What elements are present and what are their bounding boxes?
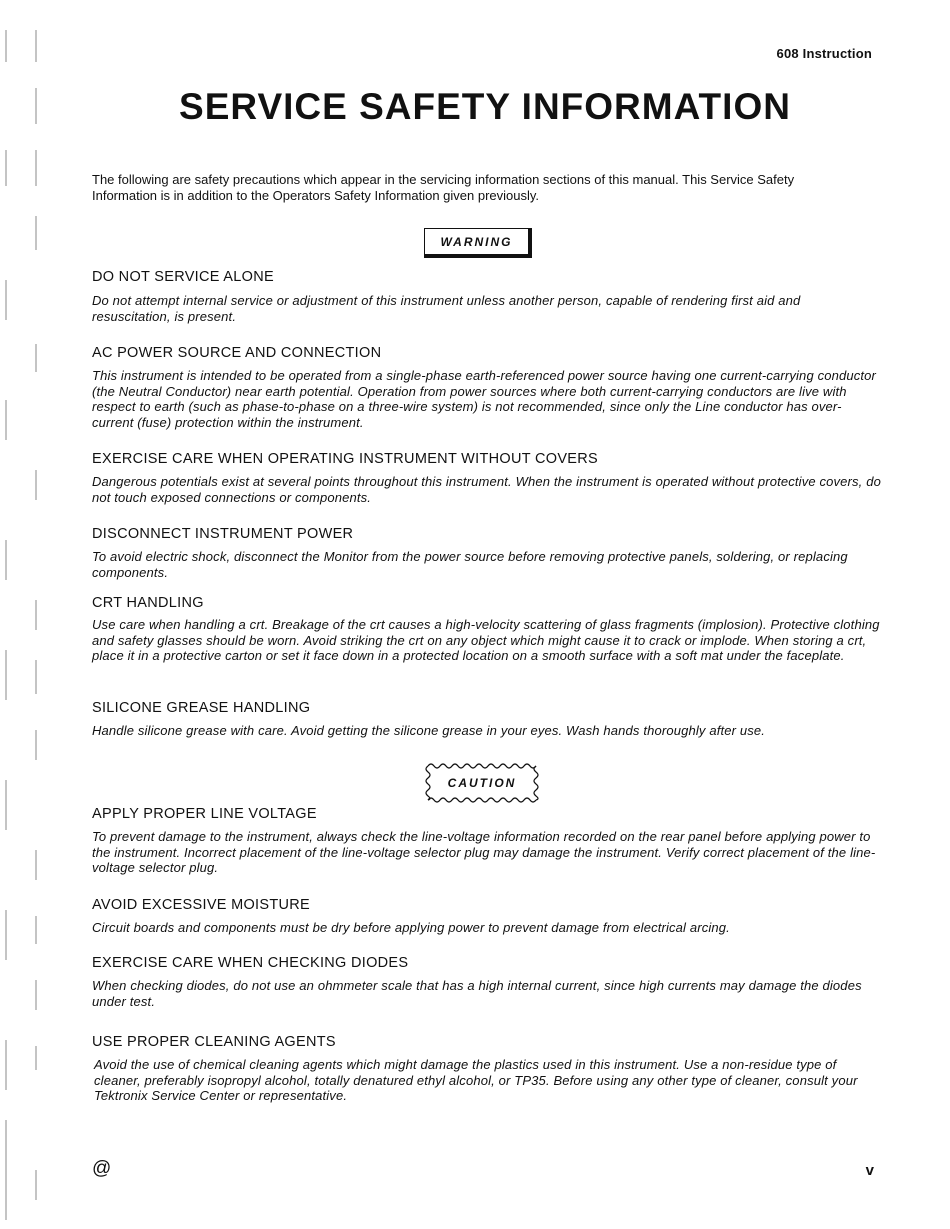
section-heading: SILICONE GREASE HANDLING: [92, 700, 311, 716]
section-heading: CRT HANDLING: [92, 595, 204, 611]
section-heading: AC POWER SOURCE AND CONNECTION: [92, 345, 382, 361]
caution-banner: [424, 760, 540, 806]
section-body: Dangerous potentials exist at several points throughout this instrument. When the instrument is operated without protective covers, do not touch exposed connections or components.: [92, 474, 881, 505]
footer-copyright-symbol: @: [92, 1158, 112, 1179]
page-title: SERVICE SAFETY INFORMATION: [179, 86, 791, 127]
section-heading: APPLY PROPER LINE VOLTAGE: [92, 806, 317, 822]
section-body: This instrument is intended to be operated from a single-phase earth-referenced power source having one current-carrying conductor (the Neutral Conductor) near earth potential. Operation from power sources where both current-carrying conductors are live with respect to earth (such as phase-to-phase on a three-wire system) is not recommended, since only the Line conductor has over-current (fuse) protection within the instrument.: [92, 368, 877, 430]
warning-banner: [424, 228, 532, 258]
section-body: Avoid the use of chemical cleaning agents which might damage the plastics used in this instrument. Use a non-residue type of cleaner, preferably isopropyl alcohol, totally denatured ethyl alcohol, or TP35. Before using any other type of cleaner, consult your Tektronix Service Center or representative.: [94, 1057, 858, 1103]
intro-paragraph: The following are safety precautions which appear in the servicing information sections of this manual. This Service Safety Information is in addition to the Operators Safety Information given previously.: [92, 172, 795, 203]
binding-margin-marks: [0, 0, 60, 1229]
caution-label: CAUTION: [447, 776, 517, 790]
section-body: To prevent damage to the instrument, always check the line-voltage information recorded on the rear panel before applying power to the instrument. Incorrect placement of the line-voltage selector plug may damage the instrument. Verify correct placement of the line-voltage selector plug.: [92, 829, 876, 875]
section-body: Use care when handling a crt. Breakage of the crt causes a high-velocity scattering of glass fragments (implosion). Protective clothing and safety glasses should be worn. Avoid striking the crt on any object which might cause it to crack or implode. When storing a crt, place it in a protective carton or set it face down in a protected location on a smooth surface with a soft mat under the faceplate.: [92, 617, 880, 663]
section-heading: EXERCISE CARE WHEN CHECKING DIODES: [92, 955, 409, 971]
section-body: To avoid electric shock, disconnect the Monitor from the power source before removing protective panels, soldering, or replacing components.: [92, 549, 848, 580]
warning-label: WARNING: [440, 234, 513, 249]
section-heading: DISCONNECT INSTRUMENT POWER: [92, 526, 354, 542]
section-heading: EXERCISE CARE WHEN OPERATING INSTRUMENT WITHOUT COVERS: [92, 451, 599, 467]
page-number: v: [865, 1162, 874, 1179]
section-body: Handle silicone grease with care. Avoid getting the silicone grease in your eyes. Wash hands thoroughly after use.: [92, 723, 766, 738]
section-heading: USE PROPER CLEANING AGENTS: [92, 1034, 336, 1050]
section-body: When checking diodes, do not use an ohmmeter scale that has a high internal current, since high currents may damage the diodes under test.: [92, 978, 862, 1009]
section-body: Do not attempt internal service or adjustment of this instrument unless another person, capable of rendering first aid and resuscitation, is present.: [92, 293, 801, 324]
document-label: 608 Instruction: [776, 46, 872, 61]
section-body: Circuit boards and components must be dry before applying power to prevent damage from electrical arcing.: [92, 920, 730, 935]
section-heading: AVOID EXCESSIVE MOISTURE: [92, 897, 311, 913]
section-heading: DO NOT SERVICE ALONE: [92, 269, 274, 285]
